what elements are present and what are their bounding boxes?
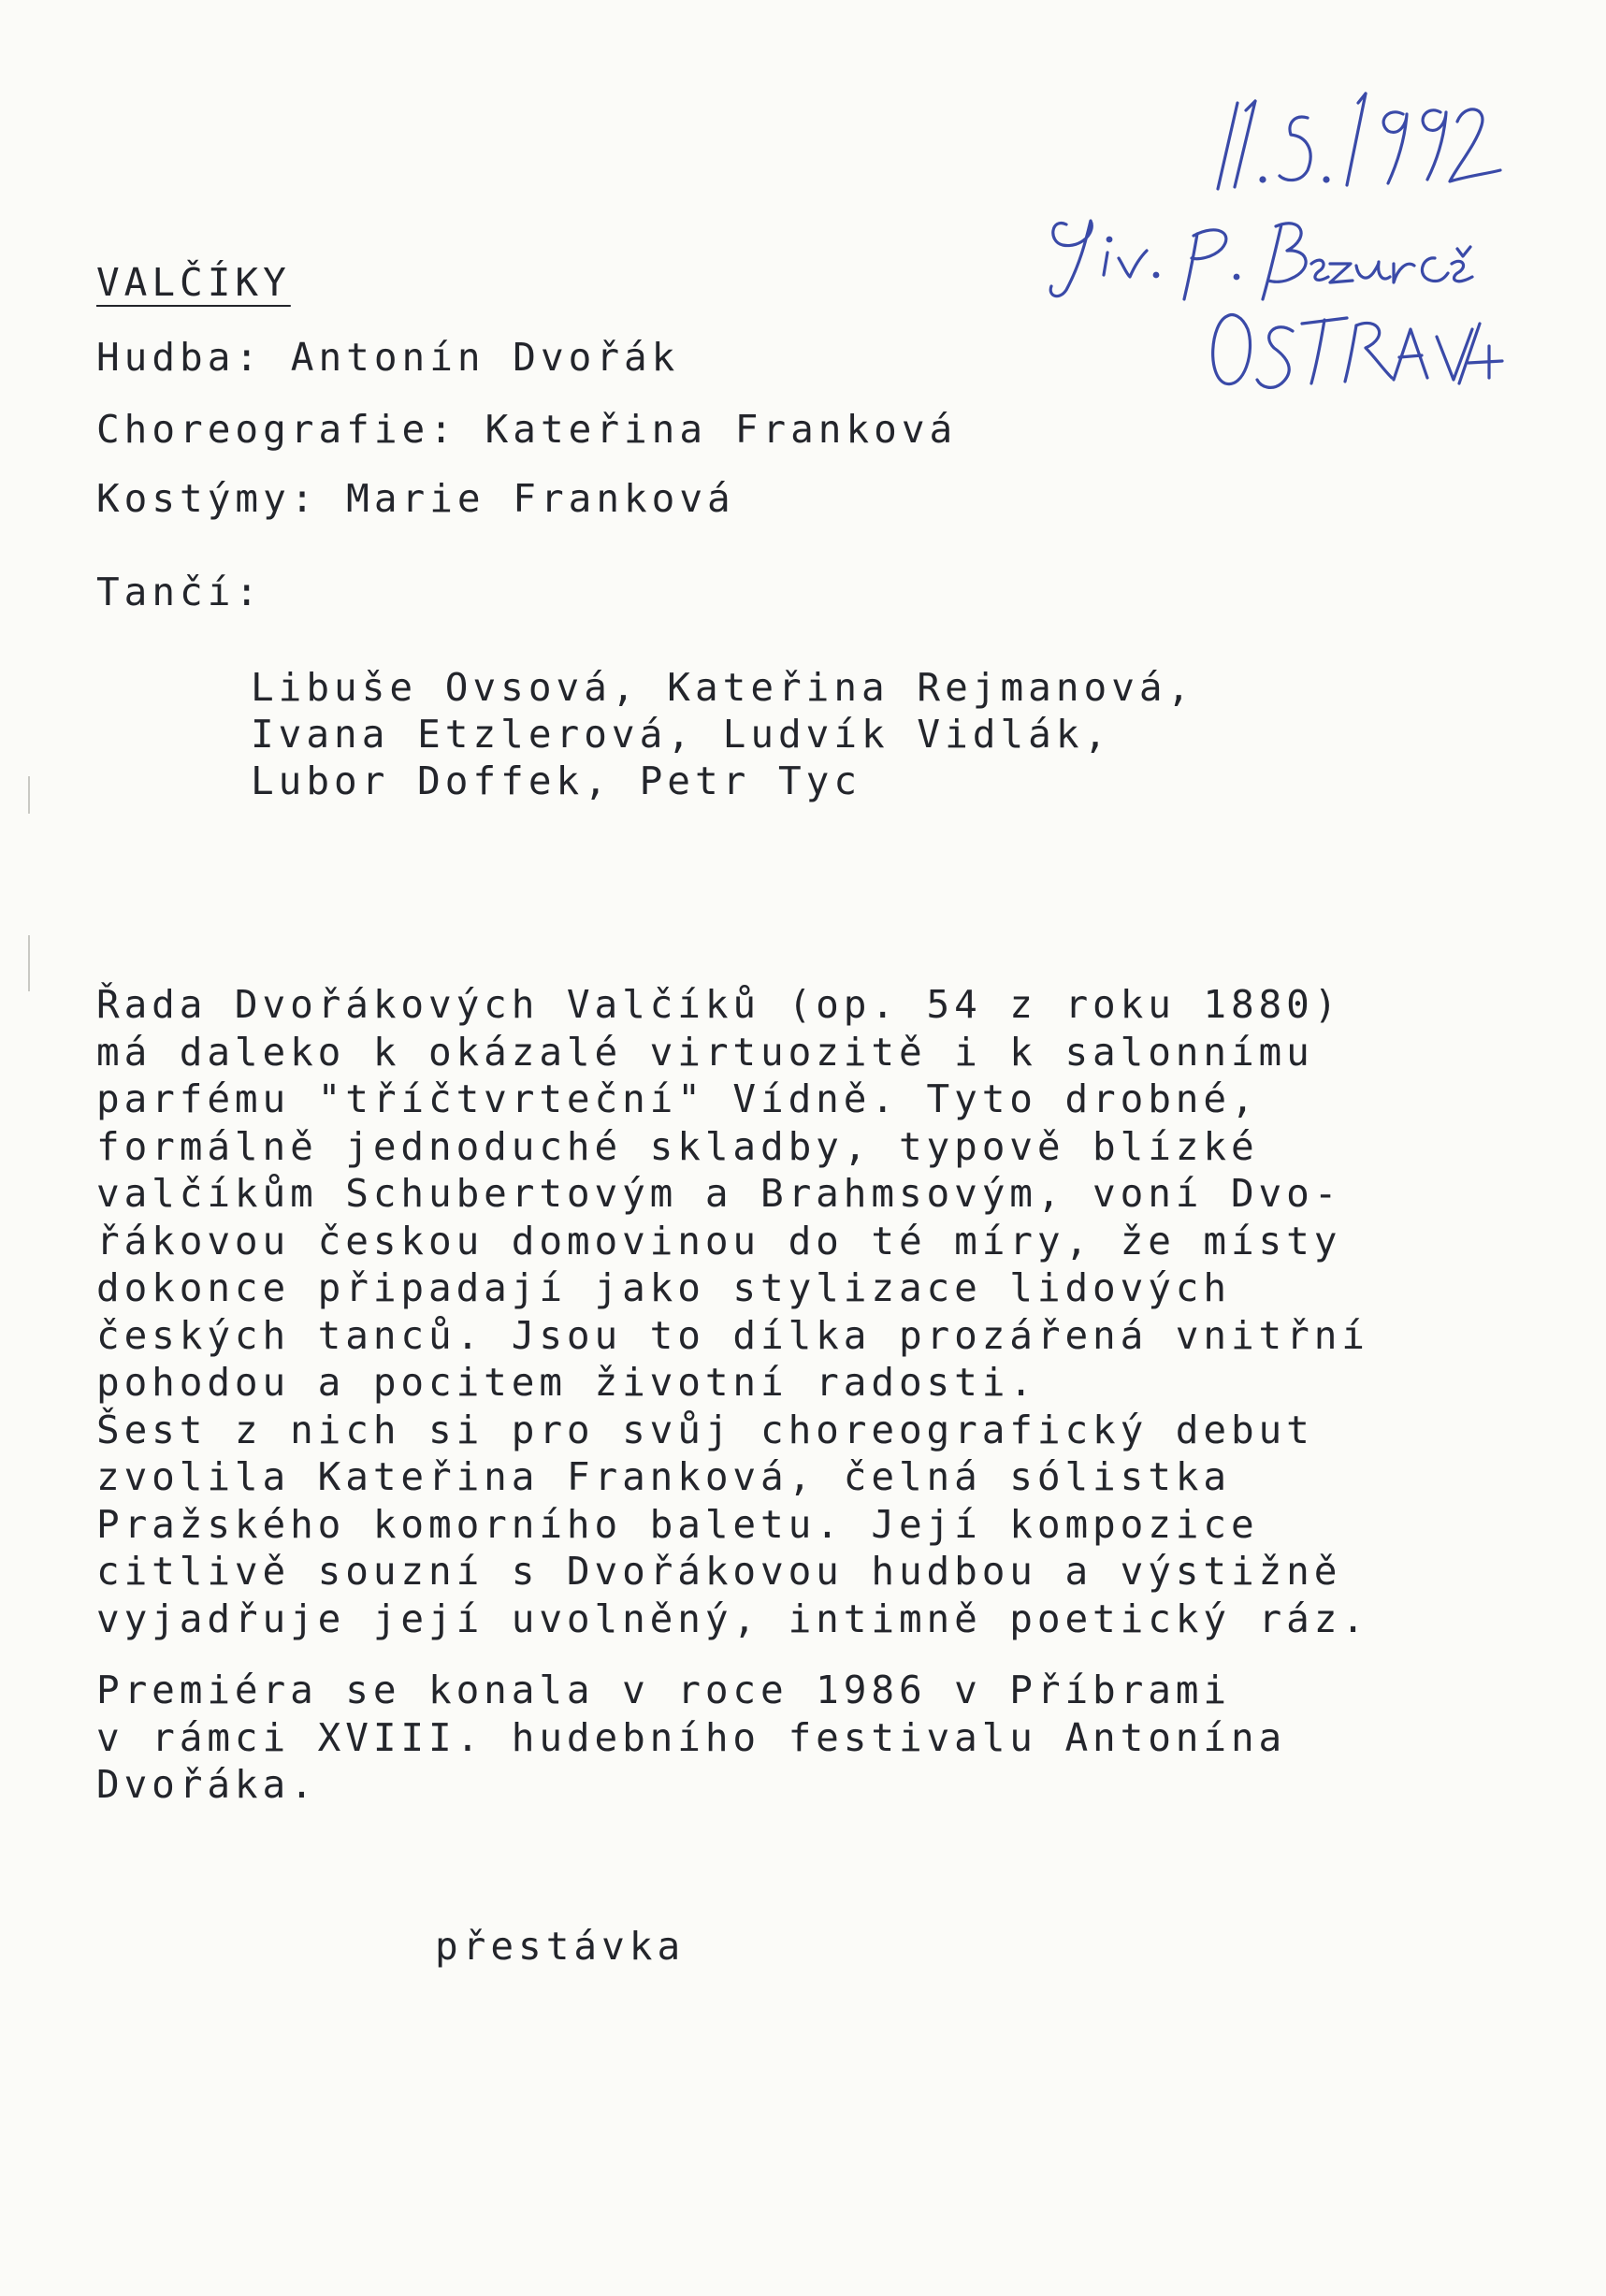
- description-line: valčíkům Schubertovým a Brahmsovým, voní Dvo-: [96, 1171, 1342, 1216]
- handwritten-note: [1010, 65, 1571, 402]
- intermission-label: přestávka: [435, 1924, 686, 1969]
- credit-choreography: Choreografie: Kateřina Franková: [96, 407, 958, 452]
- premiere-line: Premiéra se konala v roce 1986 v Příbrami: [96, 1668, 1231, 1712]
- description-line: Šest z nich si pro svůj choreografický debut: [96, 1407, 1314, 1452]
- description-line: vyjadřuje její uvolněný, intimně poetický ráz.: [96, 1596, 1369, 1641]
- description-line: pohodou a pocitem životní radosti.: [96, 1360, 1037, 1405]
- premiere-paragraph: [96, 1667, 1286, 1809]
- piece-title: VALČÍKY: [96, 260, 291, 305]
- description-line: zvolila Kateřina Franková, čelná sólistka: [96, 1454, 1231, 1499]
- credit-music: Hudba: Antonín Dvořák: [96, 335, 680, 380]
- dancers-line: Ivana Etzlerová, Ludvík Vidlák,: [251, 712, 1112, 757]
- description-line: řákovou českou domovinou do té míry, že místy: [96, 1218, 1342, 1264]
- dancers-label: Tančí:: [96, 570, 264, 614]
- credit-costumes: Kostýmy: Marie Franková: [96, 476, 735, 521]
- description-line: má daleko k okázalé virtuozitě i k salonnímu: [96, 1029, 1314, 1075]
- description-line: dokonce připadají jako stylizace lidových: [96, 1265, 1231, 1310]
- premiere-line: v rámci XVIII. hudebního festivalu Antonína: [96, 1714, 1287, 1760]
- dancers-line: Libuše Ovsová, Kateřina Rejmanová,: [251, 665, 1195, 710]
- dancers-list: [251, 664, 1194, 804]
- description-paragraph: [96, 981, 1369, 1642]
- handwritten-note-drawing: [1010, 65, 1571, 402]
- description-line: českých tanců. Jsou to dílka prozářená vnitřní: [96, 1312, 1369, 1358]
- dancers-line: Lubor Doffek, Petr Tyc: [251, 758, 862, 803]
- description-line: Pražského komorního baletu. Její kompozice: [96, 1501, 1259, 1547]
- description-line: parfému "tříčtvrteční" Vídně. Tyto drobné,: [96, 1076, 1259, 1121]
- premiere-line: Dvořáka.: [96, 1762, 318, 1807]
- margin-mark: [28, 935, 30, 991]
- description-line: formálně jednoduché skladby, typově blízké: [96, 1123, 1259, 1169]
- margin-mark: [28, 776, 30, 814]
- description-line: Řada Dvořákových Valčíků (op. 54 z roku 1880): [96, 982, 1342, 1027]
- description-line: citlivě souzní s Dvořákovou hudbou a výstižně: [96, 1549, 1342, 1594]
